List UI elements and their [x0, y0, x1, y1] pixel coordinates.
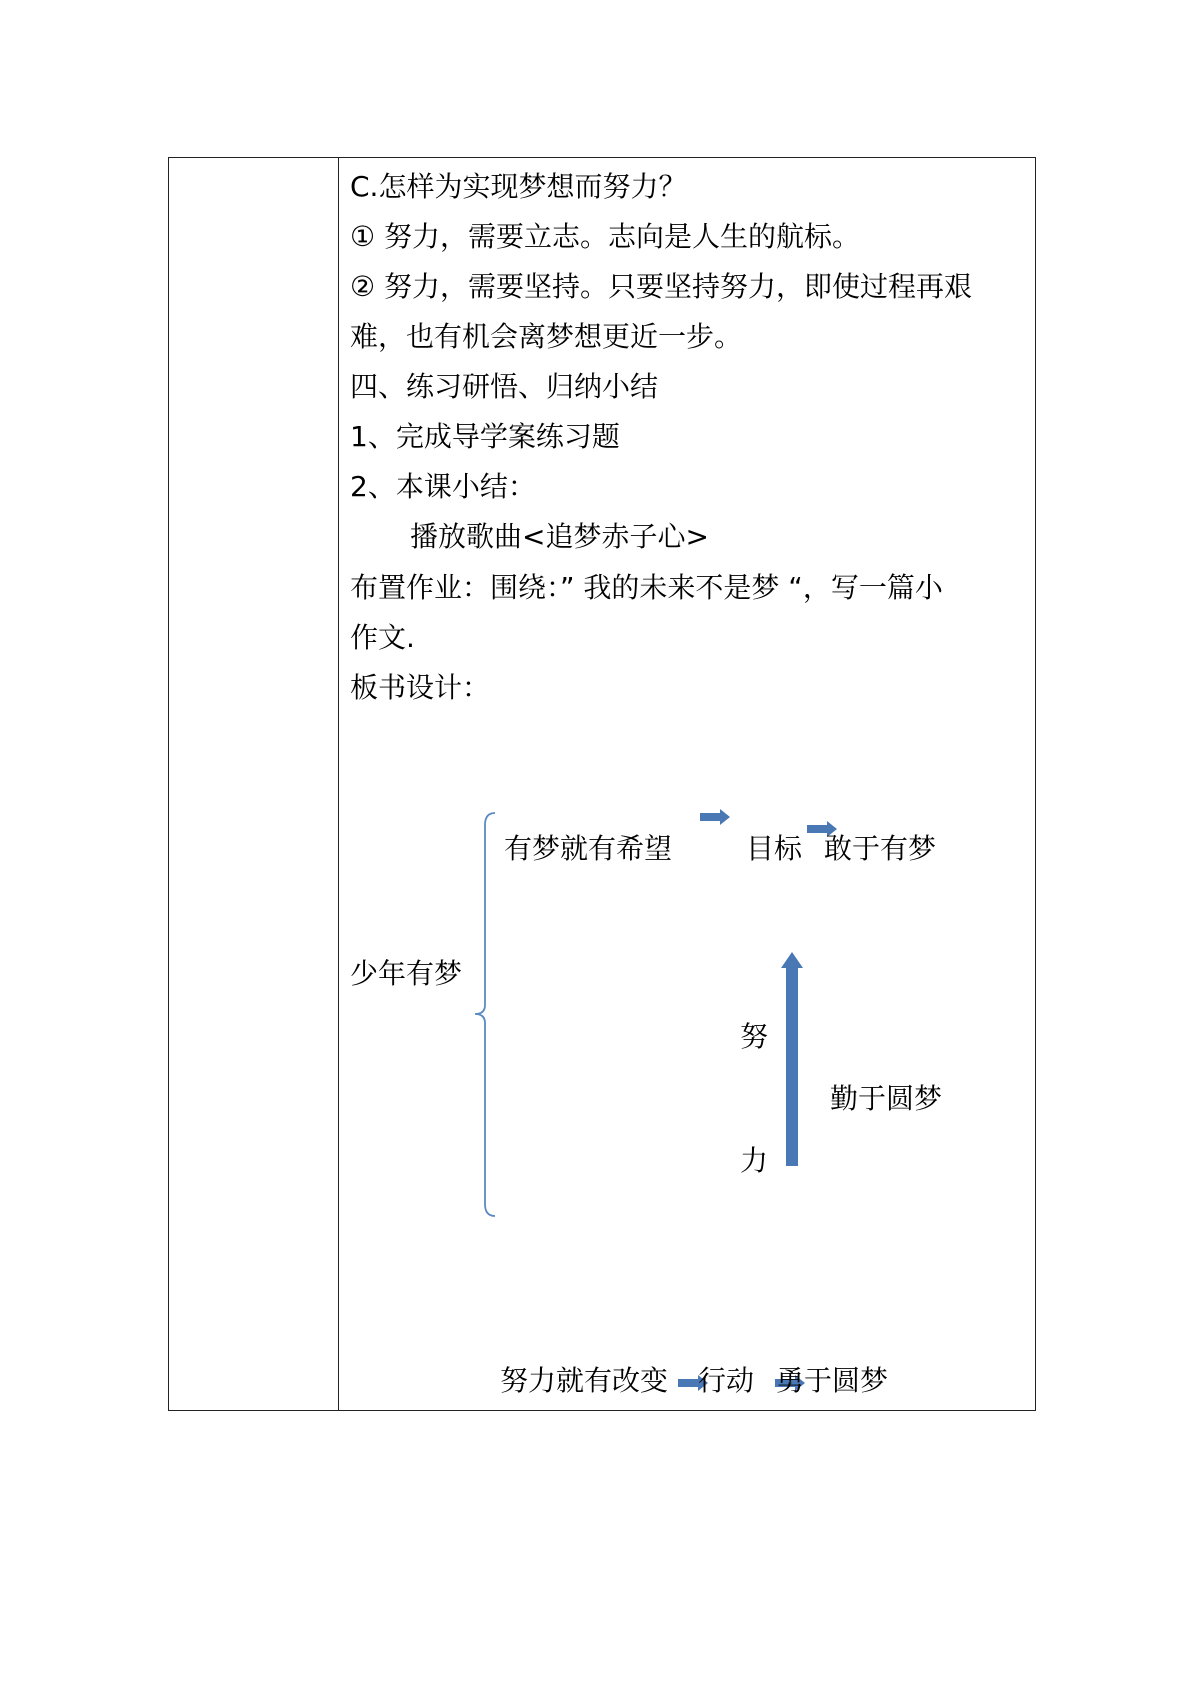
board-design-label: 板书设计： — [350, 671, 491, 704]
board-hope: 有梦就有希望 — [504, 832, 673, 865]
board-brave: 勇于圆梦 — [776, 1364, 889, 1397]
heading-c: C.怎样为实现梦想而努力？ — [350, 170, 687, 203]
song-line: 播放歌曲<追梦赤子心> — [410, 520, 709, 553]
left-brace — [475, 813, 495, 1216]
board-action: 行动 — [698, 1364, 755, 1397]
board-change: 努力就有改变 — [500, 1364, 669, 1397]
point-2-line-a: ② 努力，需要坚持。只要坚持努力，即使过程再艰 — [350, 270, 973, 303]
homework-line-a: 布置作业：围绕：” 我的未来不是梦 “，写一篇小 — [350, 571, 943, 604]
point-2-line-b: 难，也有机会离梦想更近一步。 — [350, 320, 743, 353]
board-diligent: 勤于圆梦 — [830, 1082, 943, 1115]
arrow-up-effort-icon — [781, 952, 803, 1166]
board-effort-char-1: 努 — [740, 1020, 769, 1053]
board-dare: 敢于有梦 — [824, 832, 937, 865]
board-root: 少年有梦 — [350, 957, 463, 990]
section-4-heading: 四、练习研悟、归纳小结 — [350, 370, 659, 403]
point-1: ① 努力，需要立志。志向是人生的航标。 — [350, 220, 861, 253]
homework-line-b: 作文. — [350, 621, 415, 654]
arrow-hope-to-goal-icon — [700, 809, 730, 825]
board-effort-char-2: 力 — [740, 1144, 769, 1177]
board-goal: 目标 — [746, 832, 803, 865]
item-2: 2、本课小结： — [350, 470, 536, 503]
item-1: 1、完成导学案练习题 — [350, 420, 620, 453]
